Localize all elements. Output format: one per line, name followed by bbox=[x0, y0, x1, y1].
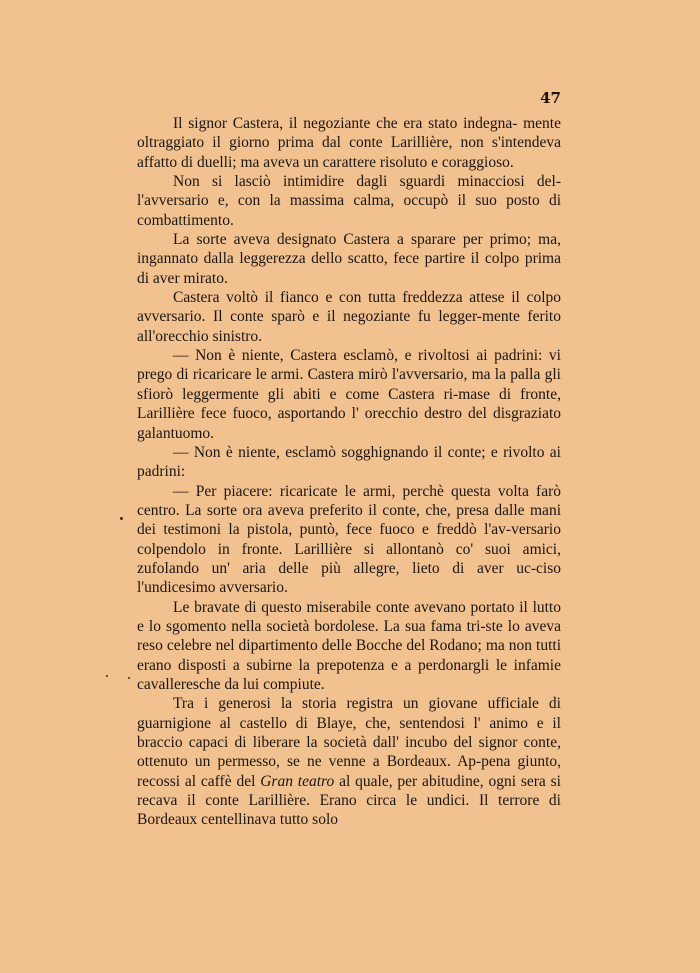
paragraph-first-line: Il signor Castera, il negoziante che era stato indegna- bbox=[173, 115, 518, 132]
paragraph: La sorte aveva designato Castera a sparare per primo; ma, ingannato dalla leggerezza dello scatto, fece partire il colpo prima di aver mirato. bbox=[137, 231, 561, 287]
paragraph: Castera voltò il fianco e con tutta freddezza attese il colpo avversario. Il conte sparò e il negoziante fu legger-mente ferito all'orecchio sinistro. bbox=[137, 289, 561, 345]
italic-title: Gran teatro bbox=[260, 772, 335, 790]
ink-speck bbox=[120, 517, 123, 520]
paragraph-text: Tra i generosi la storia registra un giovane ufficiale di guarnigione al castello di Blaye, che, sentendosi l' animo e il braccio capaci di liberare la società dall' incubo del signor conte, ottenuto un permesso, se ne venne a Bordeaux. Ap-pena giunto, recossi al caffè del bbox=[137, 695, 561, 790]
paragraph: — Per piacere: ricaricate le armi, perchè questa volta farò centro. La sorte ora aveva preferito il conte, che, presa dalle mani dei testimoni la pistola, puntò, fece fuoco e freddò l'av-versario colpendolo in fronte. Larillière si allontanò co' suoi amici, zufolando un' aria delle più allegre, lieto di aver uc-ciso l'undicesimo avversario. bbox=[137, 482, 561, 597]
paragraph-text: al quale, per abitudine, ogni sera si recava il conte Larillière. Erano circa le undici. Il terrore di Bordeaux centellinava tutto solo bbox=[137, 772, 561, 829]
paragraph: — Non è niente, esclamò sogghignando il conte; e rivolto ai padrini: bbox=[137, 443, 561, 481]
ink-speck bbox=[106, 675, 108, 677]
ink-speck bbox=[128, 677, 130, 679]
paragraph: Le bravate di questo miserabile conte avevano portato il lutto e lo sgomento nella società bordolese. La sua fama tri-ste lo aveva reso celebre nel dipartimento delle Bocche del Rodano; ma non tutti erano disposti a subirne la prepotenza e a perdonargli le infamie cavalleresche da lui compiute. bbox=[137, 598, 561, 693]
paragraph: Non si lasciò intimidire dagli sguardi minacciosi del-l'avversario e, con la massima calma, occupò il suo posto di combattimento. bbox=[137, 173, 561, 229]
paragraph-continuation: mente oltraggiato il giorno prima dal conte Larillière, non s'intendeva affatto di duelli; ma aveva un carattere risoluto e coraggioso. bbox=[137, 115, 561, 171]
paragraph bbox=[137, 114, 561, 172]
body-text bbox=[137, 114, 561, 830]
paragraph: — Non è niente, Castera esclamò, e rivoltosi ai padrini: vi prego di ricaricare le armi. Castera mirò l'avversario, ma la palla gli sfiorò leggermente gli abiti e come Castera ri-mase di fronte, Larillière fece fuoco, asportando l' orecchio destro del disgraziato galantuomo. bbox=[137, 347, 561, 442]
page-number: 47 bbox=[540, 89, 561, 107]
paragraph bbox=[137, 694, 561, 829]
